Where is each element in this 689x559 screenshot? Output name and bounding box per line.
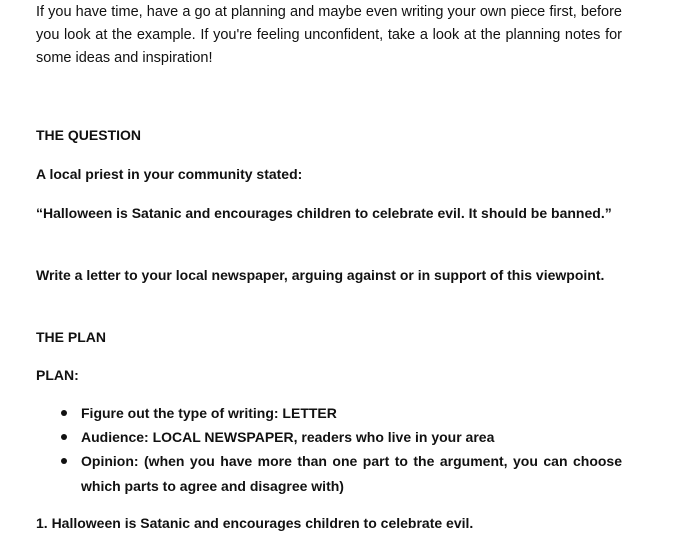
- plan-numbered-point: 1. Halloween is Satanic and encourages children to celebrate evil.: [36, 515, 474, 531]
- plan-bullet-opinion: Opinion: (when you have more than one part to the argument, you can choose which parts to agree and disagree with): [36, 449, 622, 499]
- plan-bullet-audience: Audience: LOCAL NEWSPAPER, readers who live in your area: [36, 425, 622, 449]
- plan-bullet-type: Figure out the type of writing: LETTER: [36, 401, 622, 425]
- plan-bullet-list: [36, 401, 622, 499]
- question-quote: “Halloween is Satanic and encourages children to celebrate evil. It should be banned.”: [36, 205, 612, 221]
- question-heading: THE QUESTION: [36, 127, 142, 143]
- plan-heading: THE PLAN: [36, 329, 106, 345]
- question-prompt-intro: A local priest in your community stated:: [36, 166, 303, 182]
- plan-label: PLAN:: [36, 367, 79, 383]
- intro-paragraph: If you have time, have a go at planning and maybe even writing your own piece first, before you look at the example. If you're feeling unconfident, take a look at the planning notes for some ideas and inspiration!: [36, 4, 622, 66]
- question-task: Write a letter to your local newspaper, arguing against or in support of this viewpoint.: [36, 267, 605, 283]
